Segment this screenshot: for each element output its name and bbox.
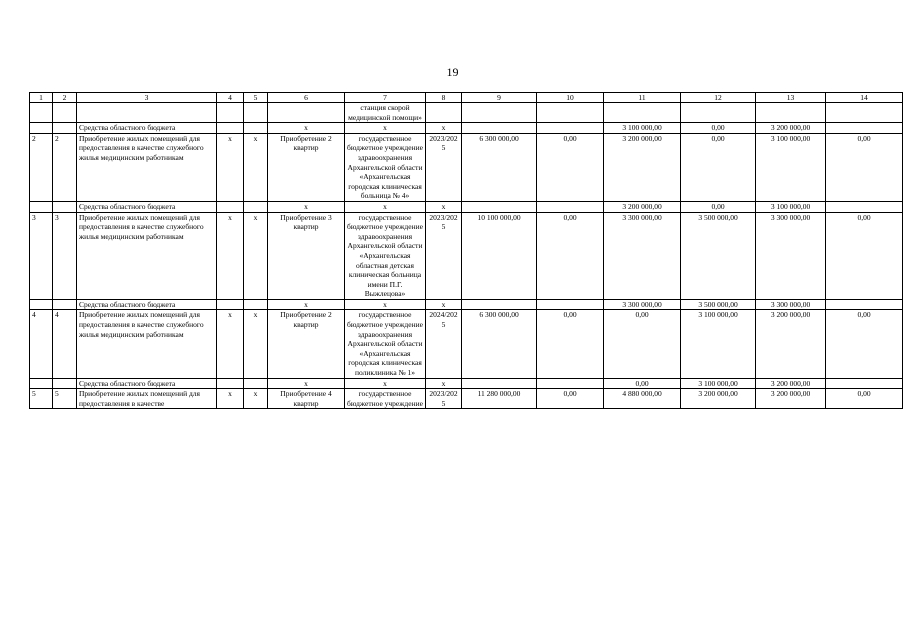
total-amount-cell — [462, 123, 537, 134]
item-number-cell — [53, 378, 77, 389]
amount-cell: 0,00 — [826, 212, 903, 299]
marker-cell: х — [217, 212, 244, 299]
period-cell: х — [426, 201, 462, 212]
item-number-cell — [53, 123, 77, 134]
row-number-cell — [30, 103, 53, 123]
item-number-cell: 3 — [53, 212, 77, 299]
item-number-cell: 2 — [53, 133, 77, 201]
amount-cell: 3 500 000,00 — [681, 212, 756, 299]
period-cell: х — [426, 299, 462, 310]
column-number: 4 — [217, 93, 244, 103]
amount-cell — [537, 103, 604, 123]
column-number: 12 — [681, 93, 756, 103]
table-header-row — [30, 93, 903, 103]
amount-cell: 3 200 000,00 — [604, 133, 681, 201]
amount-cell: 3 100 000,00 — [756, 201, 826, 212]
amount-cell: 3 100 000,00 — [681, 310, 756, 378]
period-cell — [426, 103, 462, 123]
total-amount-cell: 11 280 000,00 — [462, 389, 537, 409]
amount-cell — [826, 299, 903, 310]
amount-cell: 3 200 000,00 — [756, 389, 826, 409]
column-number: 8 — [426, 93, 462, 103]
amount-cell: 3 100 000,00 — [604, 123, 681, 134]
amount-cell: 3 100 000,00 — [681, 378, 756, 389]
event-name-cell: Приобретение жилых помещений для предоставления в качестве служебного жилья медицинским работникам — [77, 133, 217, 201]
column-number: 3 — [77, 93, 217, 103]
marker-cell — [217, 299, 244, 310]
funding-source-row — [30, 201, 903, 212]
item-number-cell — [53, 299, 77, 310]
budget-table — [29, 92, 903, 409]
result-cell: х — [268, 123, 345, 134]
event-name-cell: Средства областного бюджета — [77, 299, 217, 310]
amount-cell: 3 200 000,00 — [681, 389, 756, 409]
row-number-cell: 2 — [30, 133, 53, 201]
amount-cell — [537, 201, 604, 212]
amount-cell: 0,00 — [604, 310, 681, 378]
item-number-cell: 5 — [53, 389, 77, 409]
amount-cell: 3 100 000,00 — [756, 133, 826, 201]
marker-cell: х — [244, 133, 268, 201]
amount-cell: 3 500 000,00 — [681, 299, 756, 310]
amount-cell: 0,00 — [826, 133, 903, 201]
marker-cell — [217, 378, 244, 389]
amount-cell: 3 300 000,00 — [756, 299, 826, 310]
amount-cell: 4 880 000,00 — [604, 389, 681, 409]
institution-cell: государственное бюджетное учреждение здравоохранения Архангельской области «Архангельская городская клиническая поликлиника № 1» — [345, 310, 426, 378]
period-cell: 2024/2025 — [426, 310, 462, 378]
amount-cell — [756, 103, 826, 123]
institution-cell: государственное бюджетное учреждение здравоохранения Архангельской области «Архангельская областная детская клиническая больница имени П.Г. Выжлецова» — [345, 212, 426, 299]
period-cell: х — [426, 378, 462, 389]
marker-cell — [217, 103, 244, 123]
institution-cell: государственное бюджетное учреждение здравоохранения Архангельской области «Архангельская городская клиническая больница № 4» — [345, 133, 426, 201]
institution-cell: х — [345, 201, 426, 212]
period-cell: х — [426, 123, 462, 134]
amount-cell: 3 300 000,00 — [604, 212, 681, 299]
total-amount-cell: 10 100 000,00 — [462, 212, 537, 299]
table-row — [30, 212, 903, 299]
amount-cell — [826, 378, 903, 389]
row-number-cell — [30, 299, 53, 310]
funding-source-row — [30, 378, 903, 389]
institution-cell: х — [345, 299, 426, 310]
table-row — [30, 133, 903, 201]
column-number: 6 — [268, 93, 345, 103]
amount-cell: 0,00 — [537, 212, 604, 299]
amount-cell: 0,00 — [826, 310, 903, 378]
amount-cell: 3 200 000,00 — [756, 378, 826, 389]
marker-cell — [244, 378, 268, 389]
result-cell: Приобретение 3 квартир — [268, 212, 345, 299]
amount-cell — [537, 123, 604, 134]
funding-source-row — [30, 123, 903, 134]
amount-cell: 0,00 — [681, 133, 756, 201]
marker-cell: х — [244, 212, 268, 299]
amount-cell: 0,00 — [604, 378, 681, 389]
table-row — [30, 389, 903, 409]
total-amount-cell — [462, 378, 537, 389]
column-number: 13 — [756, 93, 826, 103]
institution-cell: х — [345, 123, 426, 134]
amount-cell — [826, 201, 903, 212]
marker-cell — [244, 103, 268, 123]
period-cell: 2023/2025 — [426, 212, 462, 299]
table-row — [30, 103, 903, 123]
result-cell: х — [268, 299, 345, 310]
row-number-cell: 3 — [30, 212, 53, 299]
amount-cell: 3 200 000,00 — [756, 123, 826, 134]
total-amount-cell: 6 300 000,00 — [462, 310, 537, 378]
event-name-cell: Средства областного бюджета — [77, 123, 217, 134]
marker-cell: х — [244, 310, 268, 378]
column-number: 7 — [345, 93, 426, 103]
item-number-cell — [53, 201, 77, 212]
amount-cell: 3 300 000,00 — [604, 299, 681, 310]
marker-cell — [217, 201, 244, 212]
marker-cell: х — [217, 133, 244, 201]
amount-cell: 3 200 000,00 — [604, 201, 681, 212]
event-name-cell: Приобретение жилых помещений для предоставления в качестве служебного жилья медицинским работникам — [77, 212, 217, 299]
amount-cell: 0,00 — [826, 389, 903, 409]
row-number-cell — [30, 378, 53, 389]
row-number-cell — [30, 123, 53, 134]
marker-cell — [244, 299, 268, 310]
institution-cell: государственное бюджетное учреждение — [345, 389, 426, 409]
amount-cell: 3 200 000,00 — [756, 310, 826, 378]
result-cell: х — [268, 201, 345, 212]
column-number: 1 — [30, 93, 53, 103]
amount-cell: 0,00 — [537, 310, 604, 378]
total-amount-cell — [462, 299, 537, 310]
marker-cell: х — [244, 389, 268, 409]
marker-cell — [244, 201, 268, 212]
amount-cell: 0,00 — [537, 389, 604, 409]
amount-cell: 0,00 — [537, 133, 604, 201]
result-cell: Приобретение 4 квартир — [268, 389, 345, 409]
amount-cell: 0,00 — [681, 123, 756, 134]
column-number: 10 — [537, 93, 604, 103]
event-name-cell: Средства областного бюджета — [77, 378, 217, 389]
marker-cell: х — [217, 310, 244, 378]
column-number: 14 — [826, 93, 903, 103]
row-number-cell: 5 — [30, 389, 53, 409]
marker-cell — [217, 123, 244, 134]
institution-cell: станция скорой медицинской помощи» — [345, 103, 426, 123]
amount-cell — [604, 103, 681, 123]
total-amount-cell — [462, 201, 537, 212]
column-number: 9 — [462, 93, 537, 103]
total-amount-cell: 6 300 000,00 — [462, 133, 537, 201]
result-cell: х — [268, 378, 345, 389]
result-cell — [268, 103, 345, 123]
period-cell: 2023/2025 — [426, 389, 462, 409]
amount-cell — [826, 123, 903, 134]
amount-cell — [537, 378, 604, 389]
column-number: 5 — [244, 93, 268, 103]
amount-cell: 3 300 000,00 — [756, 212, 826, 299]
institution-cell: х — [345, 378, 426, 389]
column-number: 2 — [53, 93, 77, 103]
marker-cell: х — [217, 389, 244, 409]
funding-source-row — [30, 299, 903, 310]
column-number: 11 — [604, 93, 681, 103]
total-amount-cell — [462, 103, 537, 123]
event-name-cell: Средства областного бюджета — [77, 201, 217, 212]
amount-cell — [537, 299, 604, 310]
event-name-cell: Приобретение жилых помещений для предоставления в качестве — [77, 389, 217, 409]
amount-cell — [826, 103, 903, 123]
item-number-cell — [53, 103, 77, 123]
period-cell: 2023/2025 — [426, 133, 462, 201]
amount-cell: 0,00 — [681, 201, 756, 212]
page-number: 19 — [446, 65, 459, 79]
marker-cell — [244, 123, 268, 134]
event-name-cell — [77, 103, 217, 123]
row-number-cell — [30, 201, 53, 212]
result-cell: Приобретение 2 квартир — [268, 133, 345, 201]
row-number-cell: 4 — [30, 310, 53, 378]
result-cell: Приобретение 2 квартир — [268, 310, 345, 378]
table-row — [30, 310, 903, 378]
item-number-cell: 4 — [53, 310, 77, 378]
event-name-cell: Приобретение жилых помещений для предоставления в качестве служебного жилья медицинским работникам — [77, 310, 217, 378]
amount-cell — [681, 103, 756, 123]
